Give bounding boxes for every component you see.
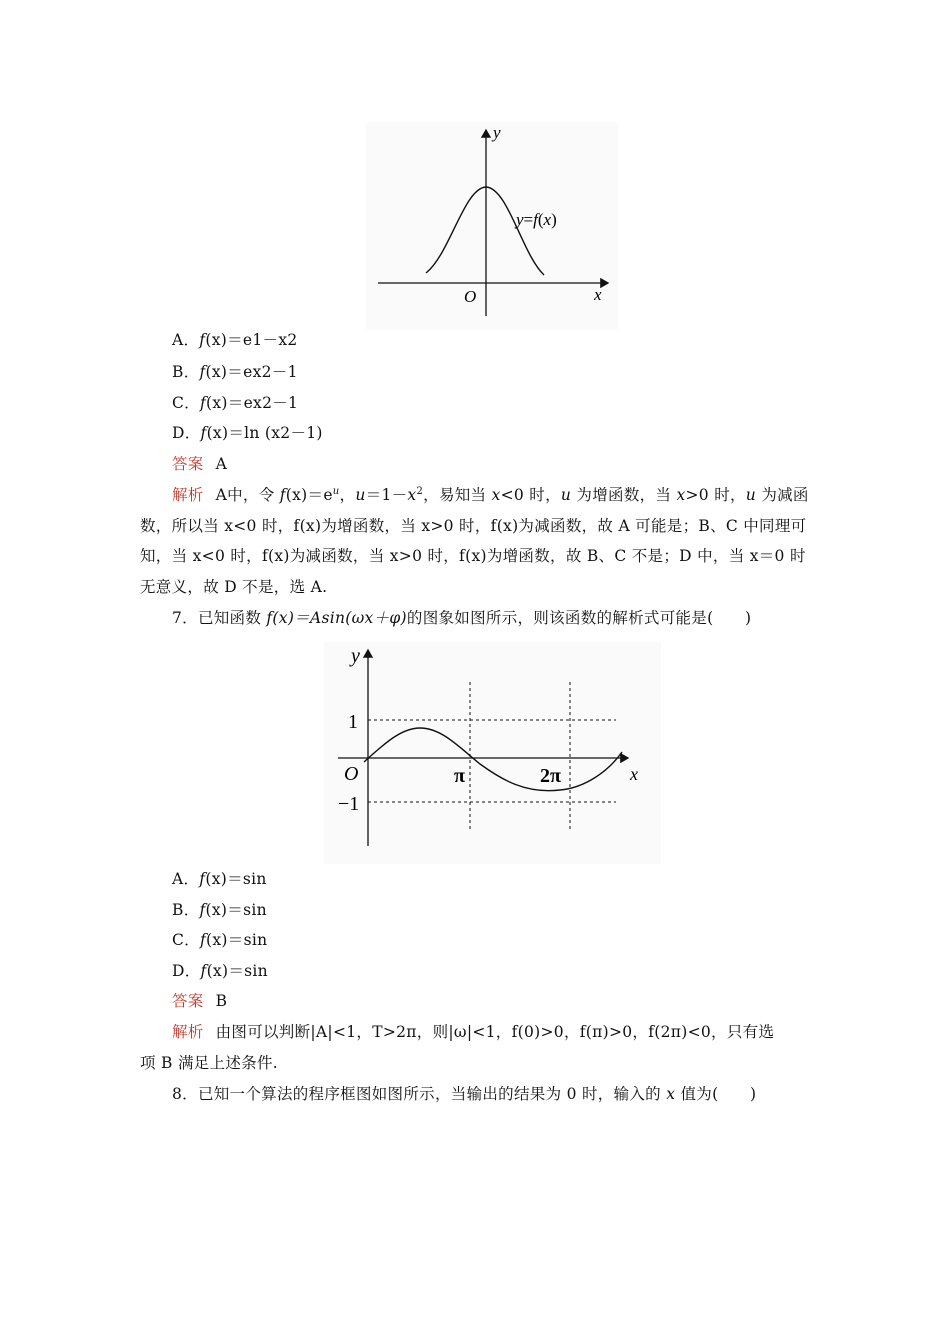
answer-label: 答案	[172, 455, 204, 473]
tick-y-pos: 1	[348, 711, 358, 733]
origin-label: O	[344, 763, 359, 785]
curve-label: y=f(x)	[516, 210, 557, 229]
q7-option-b: B．f(x)＝sin	[172, 901, 267, 919]
tick-x-2pi: 2π	[540, 765, 561, 787]
q7-explanation-line-2: 项 B 满足上述条件.	[140, 1054, 278, 1072]
tick-x-pi: π	[454, 765, 465, 787]
y-axis-label: y	[493, 123, 501, 142]
q6-option-a: A．f(x)＝e1－x2	[172, 331, 298, 349]
bell-curve	[426, 187, 544, 275]
origin-label: O	[464, 287, 477, 306]
tick-y-neg: −1	[338, 793, 360, 815]
sine-curve	[364, 728, 622, 791]
q6-option-d: D．f(x)＝ln (x2－1)	[172, 424, 323, 442]
q6-option-c: C．f(x)＝ex2－1	[172, 394, 299, 412]
answer-label: 答案	[172, 992, 204, 1010]
figure-bell-curve	[366, 122, 618, 330]
q7-option-c: C．f(x)＝sin	[172, 931, 268, 949]
q7-answer: 答案 B	[172, 992, 228, 1010]
q7-option-a: A．f(x)＝sin	[172, 870, 267, 888]
q6-explanation-line-4: 无意义，故 D 不是，选 A.	[140, 578, 328, 596]
q8-stem: 8．已知一个算法的程序框图如图所示，当输出的结果为 0 时，输入的 x 值为( )	[172, 1085, 757, 1103]
q6-answer: 答案 A	[172, 455, 228, 473]
q6-option-b: B．f(x)＝ex2－1	[172, 363, 298, 381]
figure-sine-graph	[324, 642, 661, 864]
q7-explanation-line-1: 解析 由图可以判断|A|<1，T>2π，则|ω|<1，f(0)>0，f(π)>0，f(2π)<0，只有选	[172, 1023, 775, 1041]
y-axis-label: y	[351, 645, 360, 667]
x-axis-label: x	[630, 764, 638, 784]
explanation-label: 解析	[172, 1023, 204, 1041]
q6-explanation-line-1: 解析 A中，令 $f(x)=e^u$，$u=1-x^2$，易知当 x<0 时，u 为增函数，当 x>0 时，u 为减函	[172, 485, 809, 504]
q7-option-d: D．f(x)＝sin	[172, 962, 268, 980]
q6-explanation-line-2: 数，所以当 x<0 时，f(x)为增函数，当 x>0 时，f(x)为减函数，故 A 可能是；B、C 中同理可	[140, 517, 807, 535]
x-axis-label: x	[594, 285, 602, 304]
q6-explanation-line-3: 知，当 x<0 时，f(x)为减函数，当 x>0 时，f(x)为增函数，故 B、C 不是；D 中，当 x＝0 时	[140, 547, 806, 565]
q7-stem: 7．已知函数 f(x)＝Asin(ωx＋φ)的图象如图所示，则该函数的解析式可能是( )	[172, 609, 752, 627]
explanation-label: 解析	[172, 486, 204, 504]
